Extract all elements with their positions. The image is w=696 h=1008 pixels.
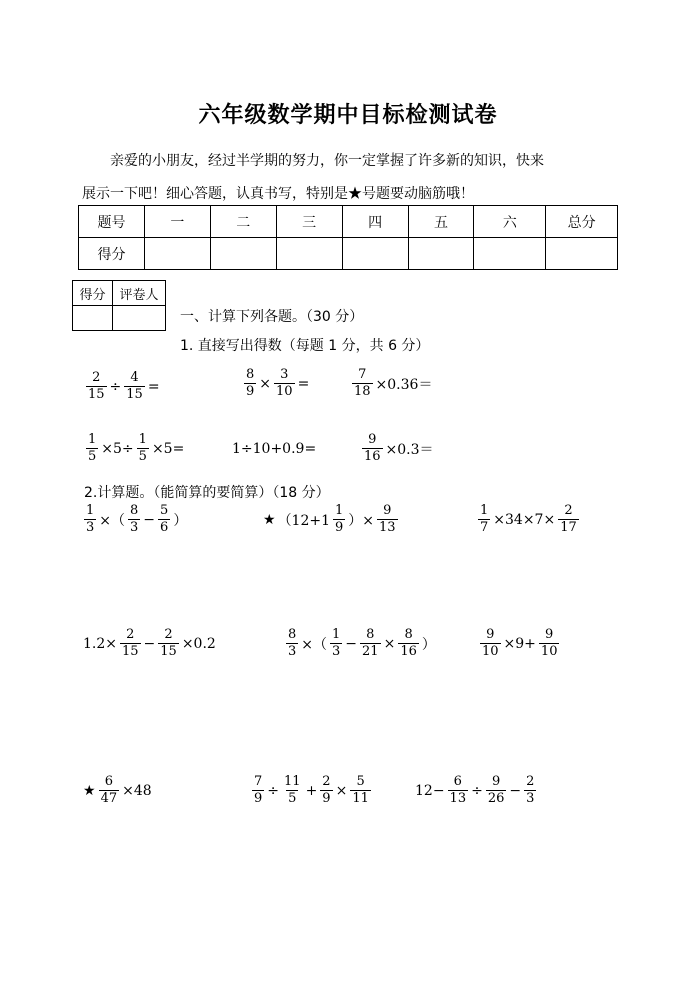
operator: − xyxy=(143,511,156,528)
fraction xyxy=(158,627,179,660)
operator: − xyxy=(509,782,522,799)
score-input-cell[interactable] xyxy=(210,238,276,270)
grader-name-cell[interactable] xyxy=(113,306,166,331)
denominator: 13 xyxy=(379,520,396,535)
q1-problem-6 xyxy=(360,432,435,465)
denominator: 9 xyxy=(254,791,263,806)
numerator: 6 xyxy=(104,774,113,789)
fraction xyxy=(99,774,120,807)
denominator: 3 xyxy=(526,791,535,806)
numerator: 1 xyxy=(88,432,97,447)
denominator: 16 xyxy=(364,449,381,464)
fraction xyxy=(120,627,141,660)
q1-problem-3 xyxy=(350,367,433,400)
operator: ×0.36＝ xyxy=(375,376,433,393)
numerator: 8 xyxy=(404,627,413,642)
fraction xyxy=(478,503,490,536)
q1-problem-4 xyxy=(84,432,185,465)
denominator: 15 xyxy=(88,387,105,402)
question-1-heading: 1. 直接写出得数（每题 1 分，共 6 分） xyxy=(180,338,430,354)
denominator: 9 xyxy=(322,791,331,806)
star-icon: ★ xyxy=(263,511,276,528)
score-table xyxy=(78,205,618,270)
expression-text: 1.2× xyxy=(83,635,117,652)
fraction xyxy=(362,432,383,465)
fraction xyxy=(274,367,295,400)
denominator: 16 xyxy=(400,644,417,659)
fraction xyxy=(128,503,140,536)
q2-problem-3 xyxy=(476,503,581,536)
numerator: 3 xyxy=(280,367,289,382)
page-title: 六年级数学期中目标检测试卷 xyxy=(198,103,498,128)
denominator: 17 xyxy=(560,520,577,535)
numerator: 8 xyxy=(246,367,255,382)
operator: − xyxy=(143,635,156,652)
numerator: 1 xyxy=(138,432,147,447)
star-icon: ★ xyxy=(83,782,96,799)
operator: ×（ xyxy=(99,512,126,529)
fraction xyxy=(448,774,469,807)
fraction xyxy=(84,503,96,536)
denominator: 7 xyxy=(480,520,489,535)
fraction xyxy=(282,774,303,807)
numerator: 9 xyxy=(383,503,392,518)
section-1-heading: 一、计算下列各题。（30 分） xyxy=(180,309,364,325)
fraction xyxy=(124,370,145,403)
numerator: 9 xyxy=(368,432,377,447)
operator: ÷ xyxy=(471,782,483,799)
grader-name-label: 评卷人 xyxy=(113,281,166,306)
fraction xyxy=(524,774,536,807)
expression-text: （12+1 xyxy=(277,512,331,529)
operator: ×5÷ xyxy=(101,440,134,457)
operator: − xyxy=(345,635,358,652)
numerator: 2 xyxy=(526,774,535,789)
fraction xyxy=(539,627,560,660)
q2-problem-1 xyxy=(82,503,188,536)
fraction xyxy=(486,774,507,807)
q1-problem-5 xyxy=(232,441,316,457)
intro-line-1: 亲爱的小朋友，经过半学期的努力，你一定掌握了许多新的知识，快来 xyxy=(110,153,544,169)
denominator: 9 xyxy=(335,520,344,535)
operator: ） xyxy=(173,512,188,529)
score-header-cell: 一 xyxy=(144,206,210,238)
denominator: 10 xyxy=(276,384,293,399)
operator: ） xyxy=(421,636,436,653)
score-header-cell: 三 xyxy=(276,206,342,238)
score-header-cell: 二 xyxy=(210,206,276,238)
score-input-cell[interactable] xyxy=(474,238,546,270)
operator: = xyxy=(147,378,160,395)
denominator: 15 xyxy=(126,387,143,402)
numerator: 8 xyxy=(288,627,297,642)
fraction xyxy=(333,503,345,536)
score-header-cell: 题号 xyxy=(79,206,145,238)
q2-problem-6 xyxy=(478,627,561,660)
numerator: 1 xyxy=(86,503,95,518)
score-input-cell[interactable] xyxy=(342,238,408,270)
operator: × xyxy=(259,375,272,392)
fraction xyxy=(320,774,332,807)
operator: ÷ xyxy=(267,782,280,799)
score-table-score-row xyxy=(79,238,618,270)
denominator: 3 xyxy=(86,520,95,535)
q2-problem-4 xyxy=(82,627,217,660)
numerator: 2 xyxy=(564,503,573,518)
numerator: 4 xyxy=(130,370,139,385)
score-input-cell[interactable] xyxy=(408,238,474,270)
q2-problem-8 xyxy=(250,774,373,807)
numerator: 11 xyxy=(284,774,301,789)
denominator: 5 xyxy=(288,791,297,806)
numerator: 5 xyxy=(160,503,169,518)
denominator: 21 xyxy=(362,644,379,659)
score-input-cell[interactable] xyxy=(546,238,618,270)
denominator: 3 xyxy=(288,644,297,659)
question-2-heading: 2.计算题。（能简算的要简算）（18 分） xyxy=(84,485,330,501)
q2-problem-7 xyxy=(82,774,153,807)
score-row-label: 得分 xyxy=(79,238,145,270)
expression-text: 1÷10+0.9= xyxy=(232,441,317,457)
intro-line-2: 展示一下吧！细心答题，认真书写，特别是★号题要动脑筋哦！ xyxy=(82,186,474,202)
denominator: 26 xyxy=(487,791,505,806)
fraction xyxy=(286,627,298,660)
fraction xyxy=(86,370,107,403)
denominator: 10 xyxy=(482,644,499,659)
numerator: 2 xyxy=(92,370,101,385)
numerator: 2 xyxy=(164,627,173,642)
numerator: 8 xyxy=(130,503,139,518)
fraction xyxy=(558,503,579,536)
operator: ÷ xyxy=(109,378,122,395)
score-header-cell: 五 xyxy=(408,206,474,238)
numerator: 2 xyxy=(322,774,331,789)
q1-problem-2 xyxy=(242,367,310,400)
denominator: 3 xyxy=(130,520,139,535)
fraction xyxy=(252,774,264,807)
numerator: 9 xyxy=(491,774,501,789)
grader-score-cell[interactable] xyxy=(73,306,113,331)
denominator: 47 xyxy=(100,791,118,806)
grader-box xyxy=(72,280,166,331)
operator: ×48 xyxy=(122,782,152,799)
numerator: 2 xyxy=(126,627,135,642)
operator: = xyxy=(297,375,310,392)
numerator: 1 xyxy=(332,627,341,642)
denominator: 5 xyxy=(138,449,147,464)
q2-problem-9 xyxy=(414,774,538,807)
score-header-cell: 六 xyxy=(474,206,546,238)
fraction xyxy=(377,503,398,536)
numerator: 8 xyxy=(366,627,375,642)
q1-problem-1 xyxy=(84,370,161,403)
denominator: 6 xyxy=(160,520,169,535)
operator: ×0.3＝ xyxy=(385,441,434,458)
numerator: 7 xyxy=(358,367,367,382)
fraction xyxy=(352,367,373,400)
denominator: 15 xyxy=(160,644,177,659)
operator: ×0.2 xyxy=(181,635,216,652)
denominator: 5 xyxy=(88,449,97,464)
fraction xyxy=(137,432,149,465)
numerator: 6 xyxy=(453,774,462,789)
numerator: 1 xyxy=(335,503,344,518)
denominator: 15 xyxy=(122,644,139,659)
fraction xyxy=(398,627,419,660)
numerator: 9 xyxy=(545,627,554,642)
operator: ）× xyxy=(348,512,375,529)
denominator: 10 xyxy=(540,644,558,659)
score-table-header-row xyxy=(79,206,618,238)
numerator: 5 xyxy=(356,774,365,789)
numerator: 1 xyxy=(480,503,489,518)
operator: + xyxy=(305,782,318,799)
fraction xyxy=(360,627,381,660)
expression-text: 12− xyxy=(415,782,445,799)
operator: ×5= xyxy=(151,440,185,457)
denominator: 3 xyxy=(332,644,341,659)
grader-score-label: 得分 xyxy=(73,281,113,306)
q2-problem-5 xyxy=(284,627,437,660)
score-input-cell[interactable] xyxy=(276,238,342,270)
operator: ×（ xyxy=(301,636,328,653)
q2-problem-2 xyxy=(262,503,400,536)
operator: × xyxy=(335,782,348,799)
denominator: 18 xyxy=(354,384,371,399)
score-header-cell: 四 xyxy=(342,206,408,238)
operator: × xyxy=(383,635,396,652)
denominator: 11 xyxy=(352,791,369,806)
fraction xyxy=(158,503,170,536)
operator: ×34×7× xyxy=(493,511,556,528)
score-header-cell: 总分 xyxy=(546,206,618,238)
operator: ×9+ xyxy=(503,635,536,652)
fraction xyxy=(86,432,98,465)
numerator: 9 xyxy=(486,627,495,642)
fraction xyxy=(244,367,256,400)
fraction xyxy=(350,774,371,807)
denominator: 9 xyxy=(246,384,255,399)
fraction xyxy=(480,627,501,660)
denominator: 13 xyxy=(449,791,467,806)
fraction xyxy=(330,627,342,660)
score-input-cell[interactable] xyxy=(144,238,210,270)
numerator: 7 xyxy=(254,774,263,789)
